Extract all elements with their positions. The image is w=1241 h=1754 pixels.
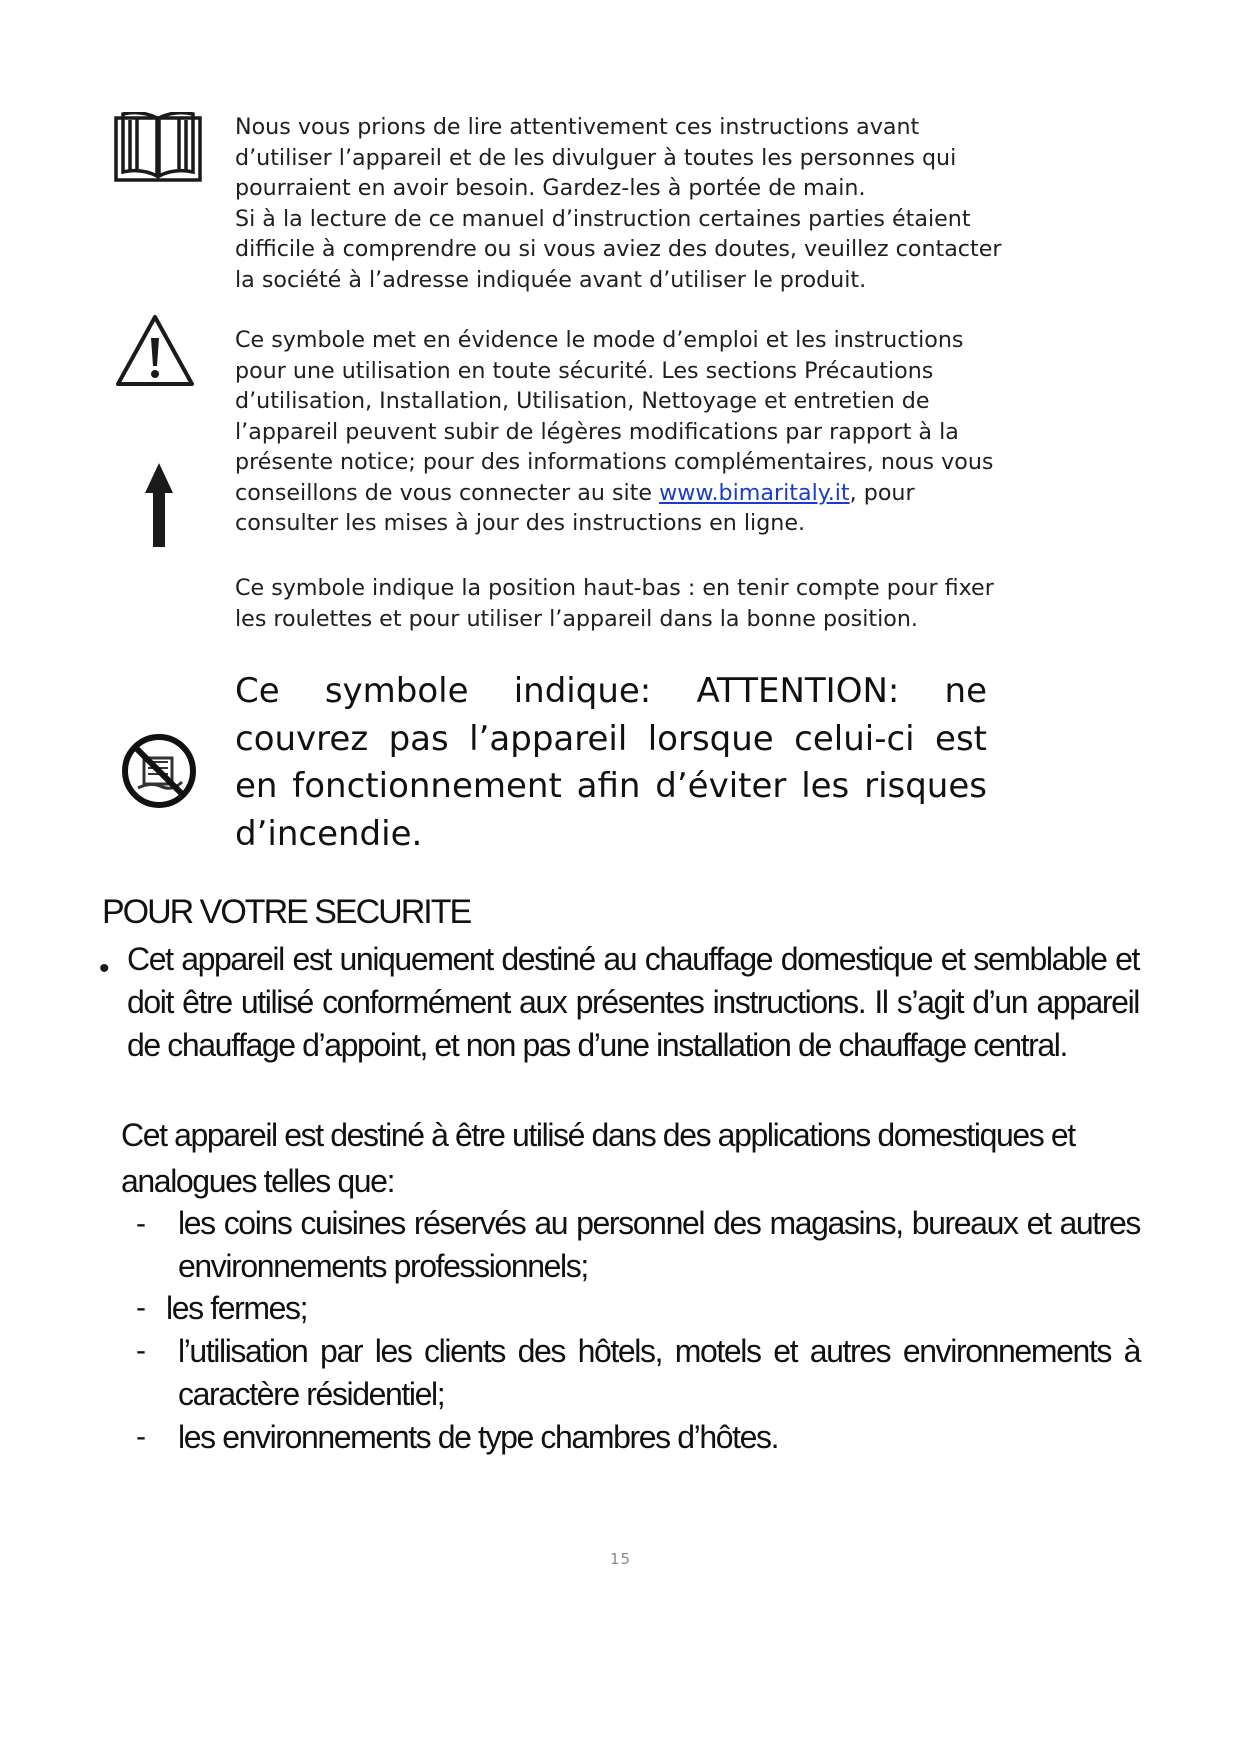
warning-triangle-icon [114,312,196,390]
list-dash: - [136,1207,146,1240]
list-dash: - [136,1334,146,1367]
position-paragraph: Ce symbole indique la position haut-bas : en tenir compte pour fixer les roulettes et pour utiliser l’appareil dans la bonne position. [235,575,994,632]
list-item: l’utilisation par les clients des hôtels, motels et autres environnements à caractère résidentiel; [178,1333,1140,1412]
safety-bullet-text: Cet appareil est uniquement destiné au chauffage domestique et semblable et doit être utilisé conformément aux présentes instructions. Il s’agit d’un appareil de chauffage d’appoint, et non pas d’une installation de chauffage central. [127,941,1139,1063]
list-item: les coins cuisines réservés au personnel des magasins, bureaux et autres environnements professionnels; [178,1205,1140,1284]
warning-block [235,325,1005,539]
bullet-mark: • [99,952,110,985]
safety-intro: Cet appareil est destiné à être utilisé dans des applications domestiques et analogues telles que: [121,1117,1075,1199]
up-arrow-icon [145,463,173,547]
intro-paragraph-2: Si à la lecture de ce manuel d’instruction certaines parties étaient difficile à comprendre ou si vous aviez des doutes, veuillez contacter la société à l’adresse indiquée avant d’utiliser le produit. [235,205,1002,293]
safety-title: POUR VOTRE SECURITE [102,893,471,931]
attention-prefix: Ce symbole indique: [235,671,697,711]
bimaritaly-link[interactable]: www.bimaritaly.it [659,479,850,506]
list-dash: - [136,1291,146,1324]
attention-keyword: ATTENTION: [696,671,900,711]
book-icon [113,112,203,184]
list-dash: - [136,1420,146,1453]
warning-text-after-link: , pour consulter les mises à jour des instructions en ligne. [235,479,915,536]
position-block [235,573,1005,634]
do-not-cover-icon [120,732,198,810]
intro-block [235,112,1005,295]
attention-rest: ne couvrez pas l’appareil lorsque celui-ci est en fonctionnement afin d’éviter les risques d’incendie. [235,671,988,854]
list-item: les environnements de type chambres d’hôtes. [178,1419,779,1455]
page-number: 15 [609,1550,632,1568]
warning-text-before-link: Ce symbole met en évidence le mode d’emploi et les instructions pour une utilisation en toute sécurité. Les sections Précautions d’utilisation, Installation, Utilisation, Nettoyage et entretien de l’appareil peuvent subir de légères modifications par rapport à la présente notice; pour des informations complémentaires, nous vous conseillons de vous connecter au site [235,327,994,506]
attention-block [235,668,987,858]
list-item: les fermes; [166,1290,308,1326]
intro-paragraph-1: Nous vous prions de lire attentivement ces instructions avant d’utiliser l’appareil et de les divulguer à toutes les personnes qui pourraient en avoir besoin. Gardez-les à portée de main. [235,114,957,201]
warning-paragraph [235,325,1005,539]
